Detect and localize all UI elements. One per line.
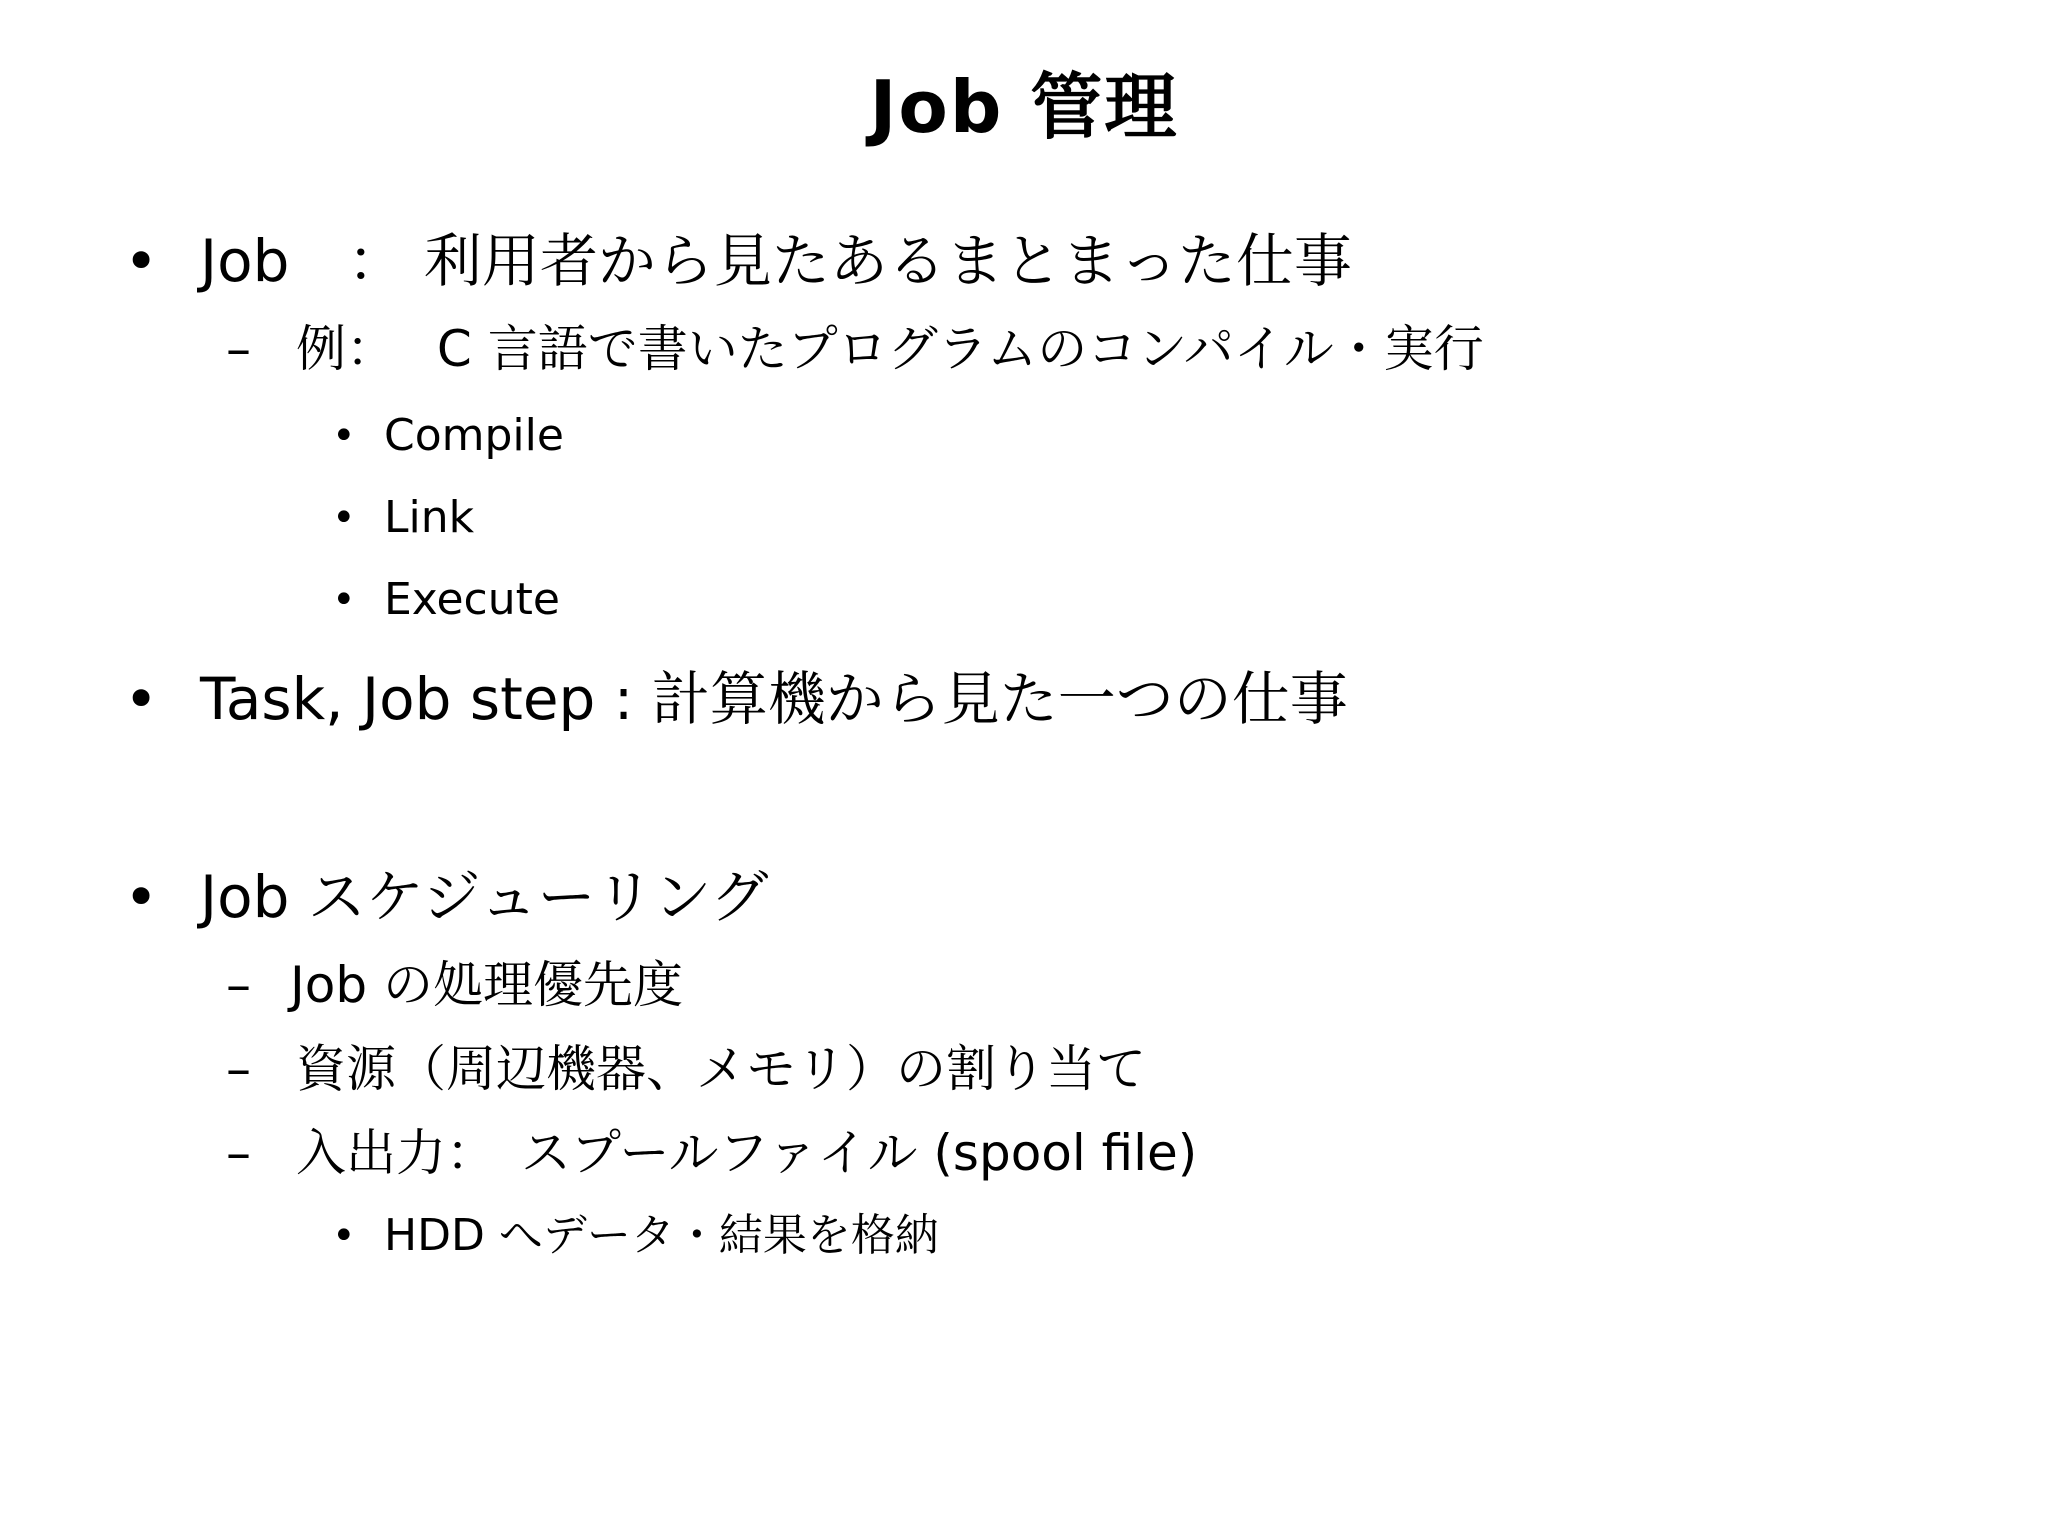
list-item: 資源（周辺機器、メモリ）の割り当て [296, 1040, 1146, 1098]
dash-icon: – [226, 956, 251, 1014]
slide-title: Job 管理 [869, 65, 1179, 149]
bullet-icon: • [332, 495, 356, 541]
bullet-icon: • [332, 577, 356, 623]
bullet-icon: • [124, 665, 159, 733]
list-item: Task, Job step : 計算機から見た一つの仕事 [200, 665, 1348, 733]
list-item: Execute [384, 574, 560, 625]
bullet-icon: • [332, 413, 356, 459]
dash-icon: – [226, 1040, 251, 1098]
list-item: 例： C 言語で書いたプログラムのコンパイル・実行 [296, 320, 1484, 378]
bullet-icon: • [124, 227, 159, 295]
list-item: HDD へデータ・結果を格納 [384, 1210, 939, 1261]
dash-icon: – [226, 320, 251, 378]
list-item: Compile [384, 410, 564, 461]
dash-icon: – [226, 1124, 251, 1182]
list-item: Link [384, 492, 475, 543]
list-item: Job スケジューリング [200, 863, 769, 931]
bullet-icon: • [332, 1213, 356, 1259]
bullet-icon: • [124, 863, 159, 931]
list-item: 入出力： スプールファイル (spool file) [296, 1124, 1198, 1182]
list-item: Job の処理優先度 [290, 956, 683, 1014]
list-item: Job ： 利用者から見たあるまとまった仕事 [200, 227, 1352, 295]
